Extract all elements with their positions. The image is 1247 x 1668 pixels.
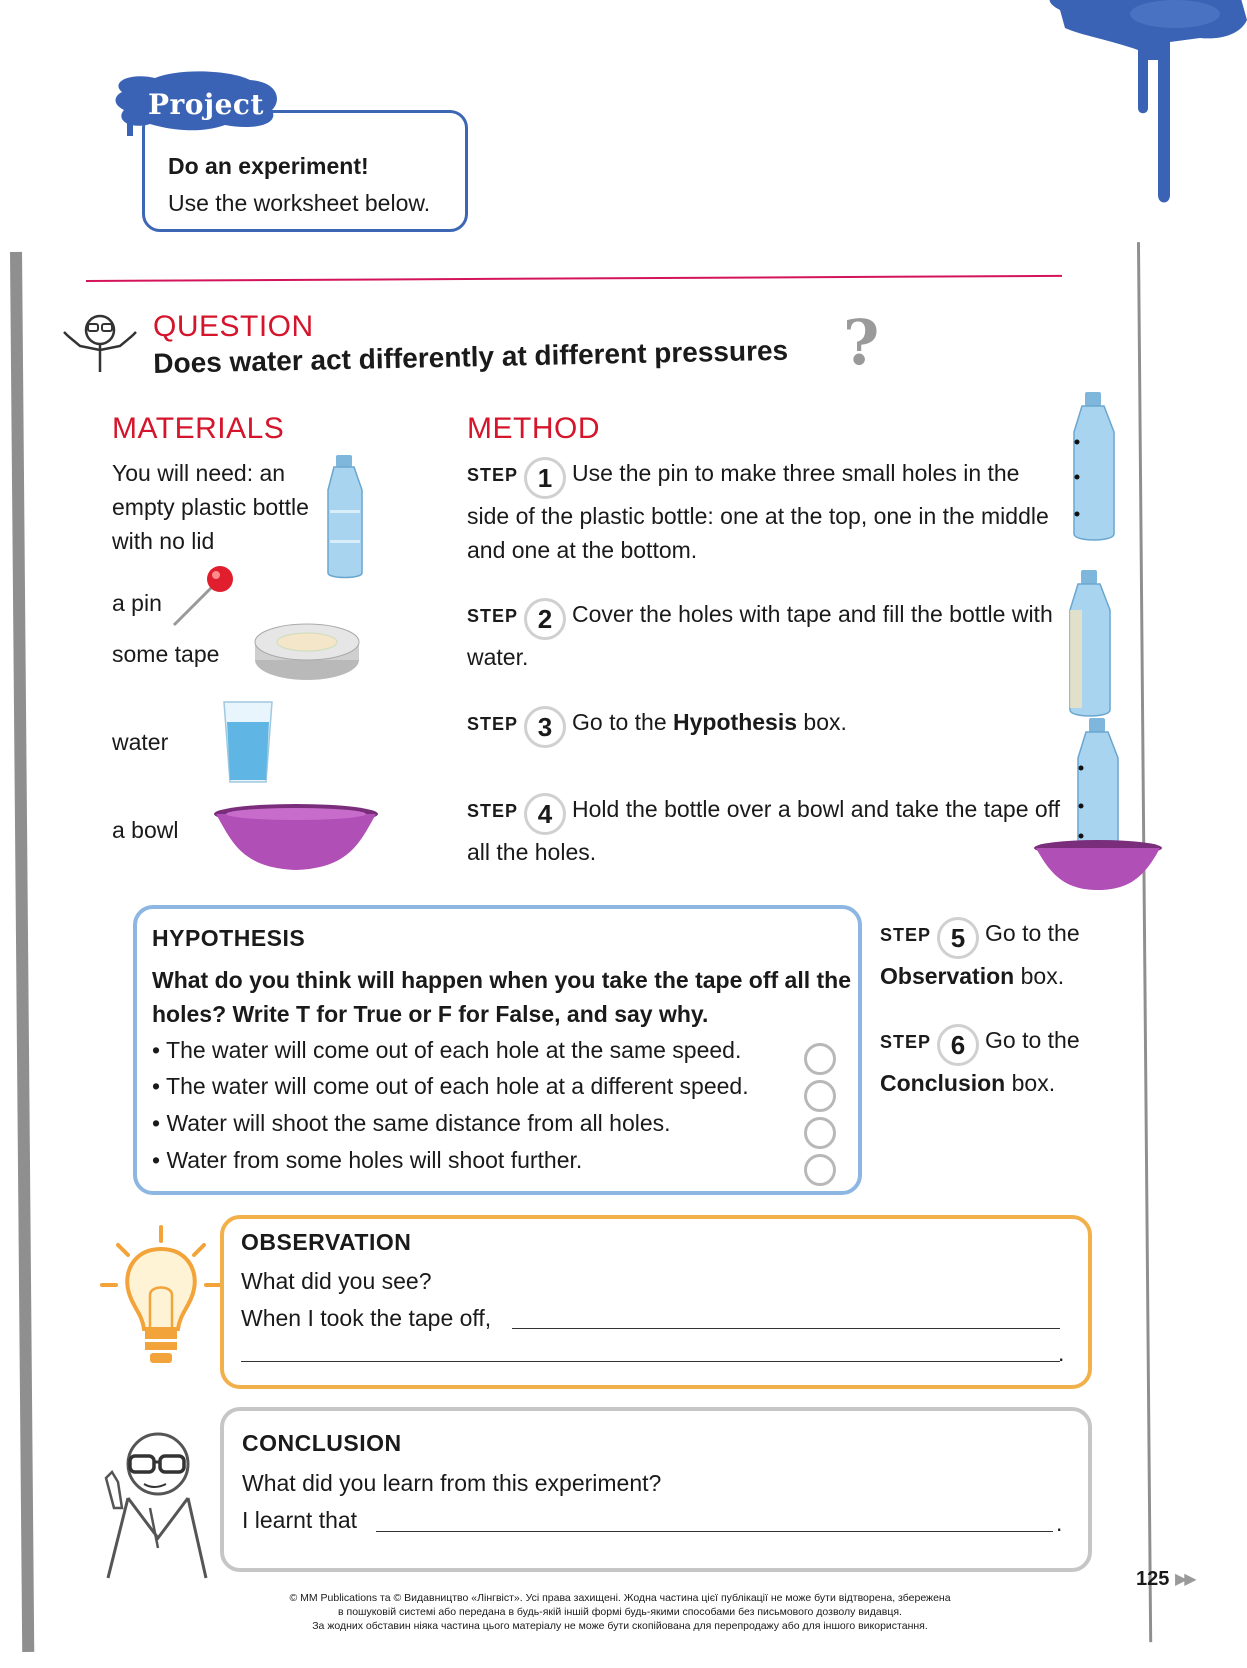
step-number: 3 [524,706,566,748]
answer-circle[interactable] [804,1080,836,1112]
question-mark-icon: ? [843,306,880,379]
hypothesis-statement: • The water will come out of each hole at the same speed. [152,1037,742,1063]
copyright-line: в пошуковій системі або передана в будь-якій іншій формі будь-якими способами без письмового дозволу видавця. [338,1606,902,1618]
answer-circle[interactable] [804,1117,836,1149]
hypothesis-prompt: What do you think will happen when you take the tape off all the holes? Write T for True or F for False, and say why. [152,967,851,1027]
method-step-3 [467,705,1062,748]
tape-roll-icon [252,622,362,682]
taped-bottle-icon [1064,570,1116,718]
step-text: box. [1014,963,1065,989]
step-text-bold: Observation [880,963,1015,989]
project-instruction-text: Use the worksheet below. [168,190,431,216]
step-number: 4 [524,793,566,835]
method-heading: METHOD [467,412,600,445]
step-text: Cover the holes with tape and fill the bottle with water. [467,601,1053,670]
observation-answer-line[interactable] [241,1361,1060,1362]
step-text: Go to the [985,1027,1080,1053]
step-number: 1 [524,457,566,499]
observation-question: What did you see? [241,1268,432,1294]
observation-period: . [1058,1340,1065,1366]
step-number: 6 [937,1024,979,1066]
method-step-4 [467,792,1062,869]
step-text: Use the pin to make three small holes in the side of the plastic bottle: one at the top, one in the middle and one at the bottom. [467,460,1049,563]
light-bulb-icon [100,1225,222,1370]
project-label: Project [148,88,264,121]
question-text: Does water act differently at different pressures [153,334,789,379]
step-word: STEP [880,925,932,945]
conclusion-question: What did you learn from this experiment? [242,1470,662,1496]
method-step-6 [880,1023,1110,1100]
method-step-2 [467,597,1062,674]
question-heading: QUESTION [153,310,314,343]
step-text: Hold the bottle over a bowl and take the tape off all the holes. [467,796,1061,865]
conclusion-prompt: I learnt that [242,1507,358,1533]
conclusion-answer-line[interactable] [376,1531,1053,1532]
material-item-pin: a pin [112,590,162,616]
step-word: STEP [467,714,519,734]
page-number: 125 [1136,1568,1170,1590]
conclusion-title: CONCLUSION [242,1430,402,1456]
observation-prompt: When I took the tape off, [241,1305,492,1331]
step-text-bold: Hypothesis [673,709,798,735]
scientist-figure-icon [88,1428,210,1588]
observation-title: OBSERVATION [241,1229,412,1255]
hypothesis-title: HYPOTHESIS [152,925,306,951]
plastic-bottle-icon [320,455,370,580]
answer-circle[interactable] [804,1154,836,1186]
step-word: STEP [467,465,519,485]
project-instruction-title: Do an experiment! [168,153,369,179]
step-word: STEP [467,801,519,821]
pin-icon [168,563,236,631]
glass-of-water-icon [222,700,274,785]
step-number: 5 [937,917,979,959]
step-word: STEP [880,1032,932,1052]
step-text: Go to the [985,920,1080,946]
material-item-water: water [112,729,169,755]
copyright-line: За жодних обставин ніяка частина цього матеріалу не може бути скопійована для перепродажу або для іншого використання. [312,1620,928,1632]
bottle-over-bowl-icon [1032,718,1164,892]
method-step-1 [467,456,1062,567]
material-item-bowl: a bowl [112,817,179,843]
step-word: STEP [467,606,519,626]
materials-heading: MATERIALS [112,412,285,445]
method-step-5 [880,916,1110,993]
next-page-arrows-icon: ▶▶ [1175,1571,1194,1588]
observation-answer-line[interactable] [512,1328,1060,1329]
copyright-notice [230,1591,1010,1633]
hypothesis-statement: • The water will come out of each hole at a different speed. [152,1073,749,1099]
bowl-icon [212,802,380,872]
thinking-figure-icon [60,310,140,380]
hypothesis-statement: • Water from some holes will shoot further. [152,1147,583,1173]
hypothesis-statement: • Water will shoot the same distance from all holes. [152,1110,671,1136]
bottle-with-holes-icon [1068,392,1120,542]
step-text-bold: Conclusion [880,1070,1006,1096]
materials-intro: You will need: an empty plastic bottle with no lid [112,460,309,554]
step-text: Go to the [572,709,674,735]
material-item-tape: some tape [112,641,220,667]
copyright-line: © MM Publications та © Видавництво «Лінгвіст». Усі права захищені. Жодна частина цієї публікації не може бути відтворена, збережена [289,1592,951,1604]
answer-circle[interactable] [804,1043,836,1075]
paint-splash-decoration [1040,0,1247,210]
step-text: box. [797,709,847,735]
conclusion-period: . [1056,1510,1063,1536]
step-number: 2 [524,598,566,640]
step-text: box. [1005,1070,1056,1096]
